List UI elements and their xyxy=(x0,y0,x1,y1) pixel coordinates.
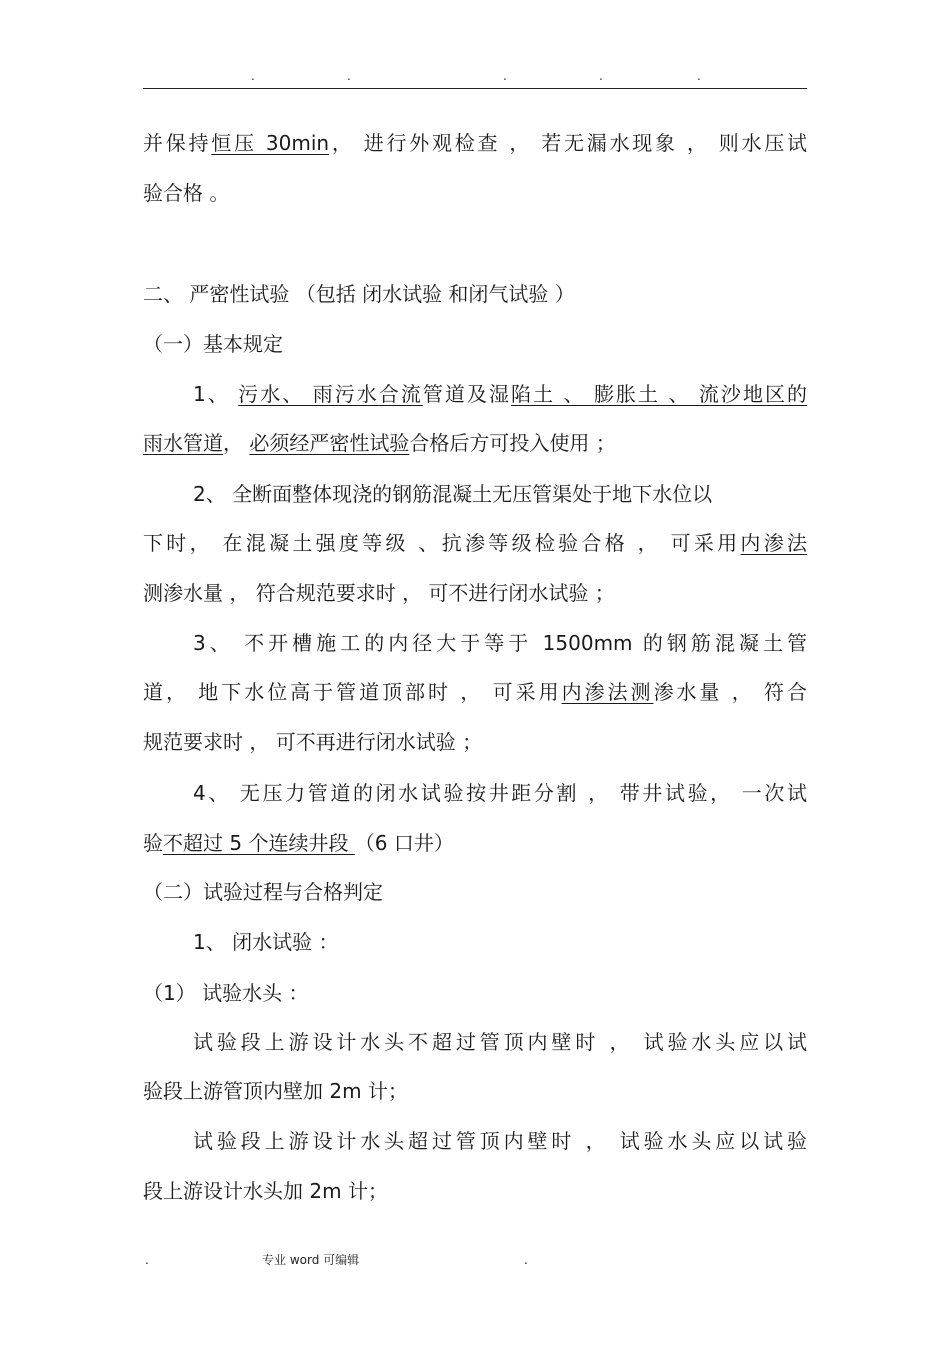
header-dot: . xyxy=(347,69,351,83)
page-footer xyxy=(0,1251,950,1269)
text-segment: 二、 严密性试验 （包括 闭水试验 和闭气试验 ） xyxy=(143,282,575,306)
underlined-text: 不超过 5 个连续井段 xyxy=(163,831,355,855)
text-line xyxy=(193,1126,807,1156)
text-segment: 3、 不开槽施工的内径大于等于 1500mm 的钢筋混凝土管 xyxy=(193,631,807,655)
underlined-text: 恒压 30min xyxy=(211,131,330,155)
text-segment: 1、 xyxy=(193,382,239,406)
text-segment: 渗水量 ， 符合 xyxy=(653,680,808,704)
text-line xyxy=(193,379,807,409)
text-line xyxy=(143,279,807,309)
footer-dot-right: . xyxy=(524,1253,528,1267)
text-line xyxy=(143,528,807,558)
text-segment: 验段上游管顶内壁加 2m 计； xyxy=(143,1079,408,1103)
text-line xyxy=(193,479,807,509)
text-segment: 验 xyxy=(143,831,163,855)
text-segment: 段上游设计水头加 2m 计； xyxy=(143,1179,388,1203)
underlined-text: 内渗法 xyxy=(740,531,807,555)
header-dot: . xyxy=(599,69,603,83)
underlined-text: 污水、 雨污水合流 xyxy=(238,382,423,406)
text-segment: 试验段上游设计水头不超过管顶内壁时 ， 试验水头应以试 xyxy=(193,1030,807,1054)
text-line xyxy=(193,927,807,957)
text-line xyxy=(143,877,807,907)
text-line xyxy=(143,128,807,158)
footer-dot-left: . xyxy=(145,1253,149,1267)
underlined-text: 必须经严密性试验 xyxy=(249,431,410,455)
text-line xyxy=(143,578,807,608)
header-dots xyxy=(0,70,950,82)
text-segment: 2、 全断面整体现浇的钢筋混凝土无压管渠处于地下水位以 xyxy=(193,482,713,506)
text-segment: 道， 地下水位高于管道顶部时 ， 可采用 xyxy=(143,680,562,704)
text-segment: （一）基本规定 xyxy=(143,332,283,356)
text-line xyxy=(143,329,807,359)
text-segment: ， 进行外观检查 ， 若无漏水现象 ， 则水压试 xyxy=(329,131,808,155)
text-segment: （二）试验过程与合格判定 xyxy=(143,880,383,904)
header-dot: . xyxy=(503,69,507,83)
text-segment: 规范要求时 ， 可不再进行闭水试验 ； xyxy=(143,730,483,754)
text-line xyxy=(143,1076,807,1106)
text-line xyxy=(193,628,807,658)
text-line xyxy=(193,1027,807,1057)
text-line xyxy=(193,778,807,808)
text-line xyxy=(143,828,807,858)
header-rule xyxy=(143,88,807,89)
text-segment: 测渗水量 ， 符合规范要求时 ， 可不进行闭水试验 ； xyxy=(143,581,615,605)
text-segment: 试验段上游设计水头超过管顶内壁时 ， 试验水头应以试验 xyxy=(193,1129,807,1153)
text-line xyxy=(143,978,807,1008)
text-line xyxy=(143,677,807,707)
text-segment: （6 口井） xyxy=(354,831,454,855)
underlined-text: 雨水管道 xyxy=(143,431,223,455)
text-segment: 下时， 在混凝土强度等级 、抗渗等级检验合格 ， 可采用 xyxy=(143,531,741,555)
underlined-text: 陷土 、 膨胀土 、 流沙地区的 xyxy=(511,382,808,406)
text-line xyxy=(143,1176,807,1206)
text-segment: 验合格 。 xyxy=(143,181,230,205)
text-segment: 1、 闭水试验 ： xyxy=(193,930,339,954)
text-line xyxy=(143,178,807,208)
text-segment: 管道及湿 xyxy=(422,382,512,406)
text-segment: 4、 无压力管道的闭水试验按井距分割 ， 带井试验， 一次试 xyxy=(193,781,807,805)
text-segment: 合格后方可投入使用 ； xyxy=(409,431,616,455)
text-segment: 并保持 xyxy=(143,131,212,155)
text-segment: （1） 试验水头 ： xyxy=(143,981,309,1005)
text-line xyxy=(143,727,807,757)
underlined-text: 内渗法测 xyxy=(561,680,654,704)
header-dot: . xyxy=(697,69,701,83)
text-segment: ， xyxy=(223,431,250,455)
header-dot: . xyxy=(251,69,255,83)
text-line xyxy=(143,428,807,458)
footer-label: 专业 word 可编辑 xyxy=(262,1253,360,1267)
